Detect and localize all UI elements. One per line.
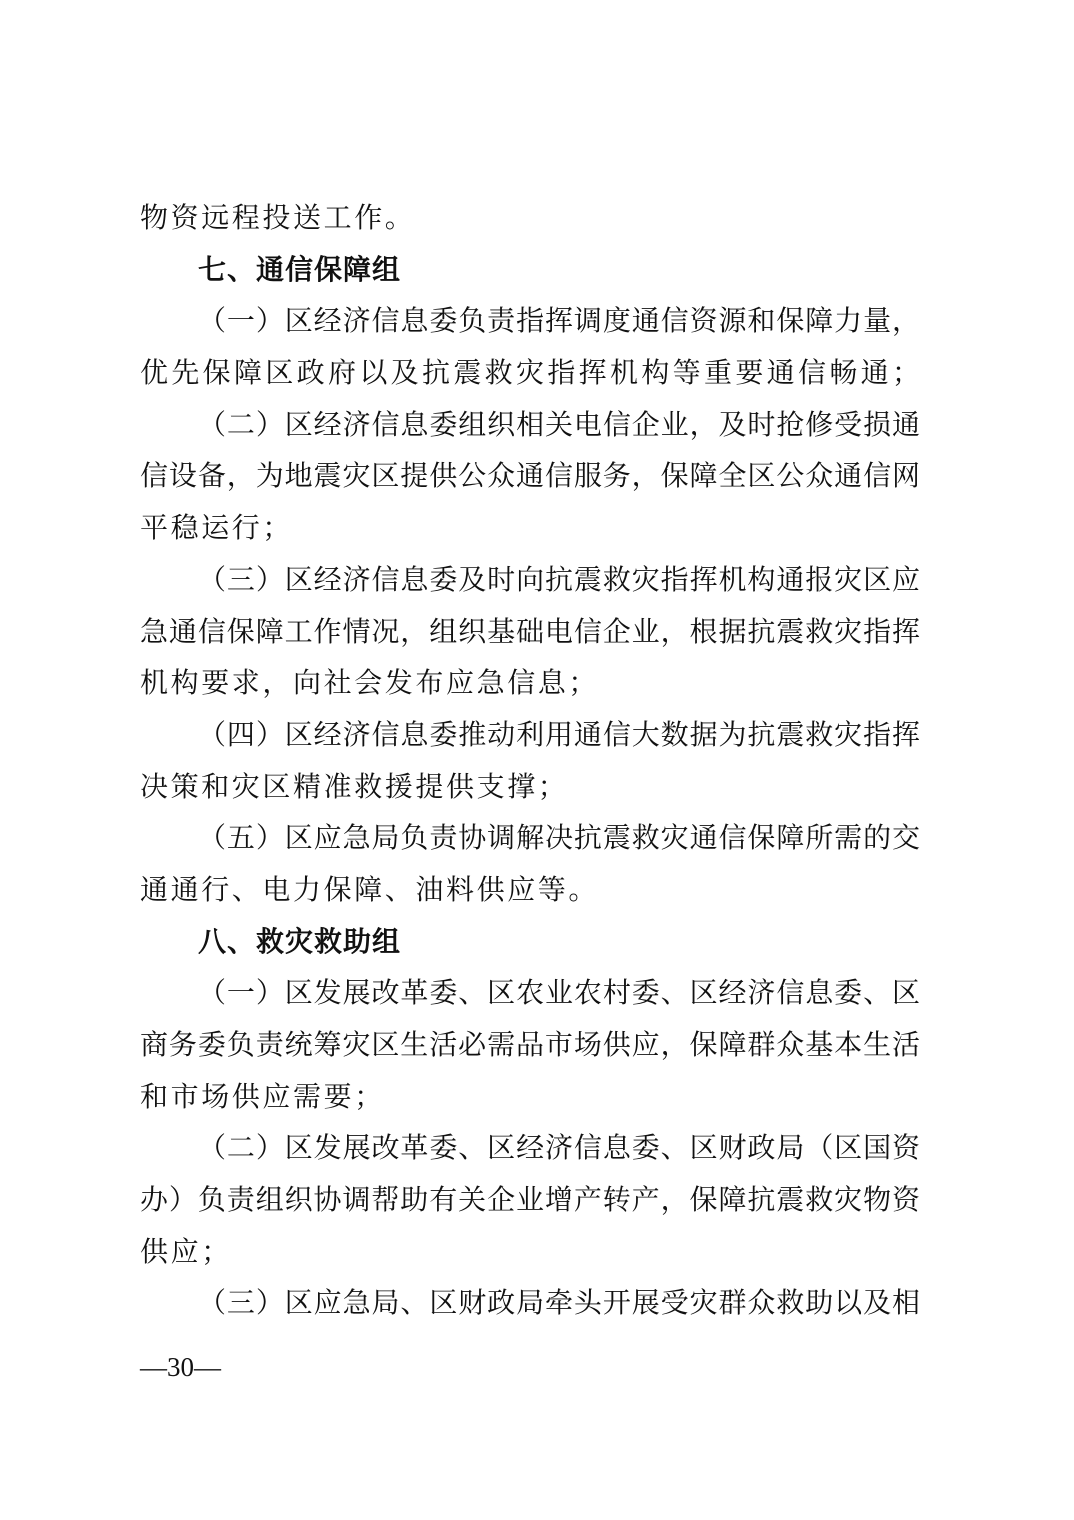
text-line: （二）区经济信息委组织相关电信企业，及时抢修受损通 [198,407,920,441]
text-line: 急通信保障工作情况，组织基础电信企业，根据抗震救灾指挥 [140,614,920,648]
text-line: （三）区应急局、区财政局牵头开展受灾群众救助以及相 [198,1286,920,1320]
text-line: （五）区应急局负责协调解决抗震救灾通信保障所需的交 [198,821,920,855]
section-heading: 七、通信保障组 [198,252,402,286]
text-line: 优先保障区政府以及抗震救灾指挥机构等重要通信畅通； [140,356,920,390]
text-line: 机构要求，向社会发布应急信息； [140,666,600,700]
text-line: 通通行、电力保障、油料供应等。 [140,872,600,906]
section-heading: 八、救灾救助组 [198,924,402,958]
text-line: 平稳运行； [140,511,294,545]
text-line: 办）负责组织协调帮助有关企业增产转产，保障抗震救灾物资 [140,1183,920,1217]
text-line: 商务委负责统筹灾区生活必需品市场供应，保障群众基本生活 [140,1028,920,1061]
text-line: 供应； [140,1234,232,1268]
text-line: 物资远程投送工作。 [140,201,416,234]
body-text [140,192,920,1329]
text-line: （一）区发展改革委、区农业农村委、区经济信息委、区 [198,976,920,1010]
text-line: （二）区发展改革委、区经济信息委、区财政局（区国资 [198,1131,920,1165]
text-line: 决策和灾区精准救援提供支撑； [140,769,569,803]
text-line: 信设备，为地震灾区提供公众通信服务，保障全区公众通信网 [140,459,920,493]
text-line: （三）区经济信息委及时向抗震救灾指挥机构通报灾区应 [198,562,920,596]
text-line: 和市场供应需要； [140,1079,385,1113]
text-line: （一）区经济信息委负责指挥调度通信资源和保障力量， [198,304,920,338]
page-number: —30— [140,1352,221,1382]
text-line: （四）区经济信息委推动利用通信大数据为抗震救灾指挥 [198,717,920,751]
